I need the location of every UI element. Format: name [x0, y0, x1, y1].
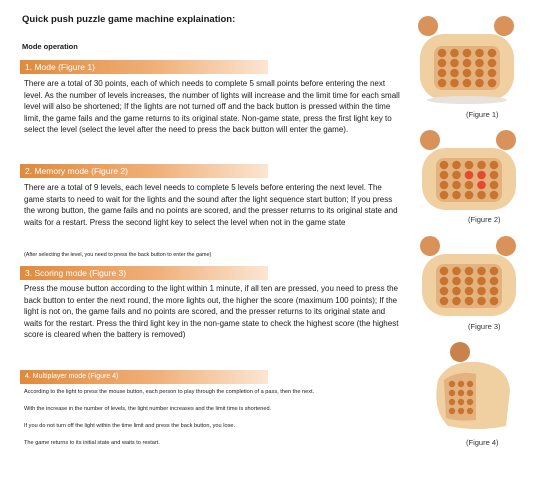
push-button — [463, 69, 472, 78]
push-button — [450, 49, 459, 58]
push-button — [488, 59, 497, 68]
push-button — [475, 49, 484, 58]
push-button — [477, 267, 486, 276]
push-button — [449, 399, 455, 405]
push-button — [477, 191, 486, 200]
multiplayer-line-1: According to the light to press the mouse button, each person to play through the completion of a pass, then the next. — [24, 389, 315, 395]
figure-2-caption: (Figure 2) — [468, 215, 501, 224]
figure-4-caption: (Figure 4) — [466, 438, 499, 447]
push-button — [440, 191, 449, 200]
push-button — [449, 390, 455, 396]
push-button — [477, 181, 486, 190]
push-button — [463, 49, 472, 58]
push-button — [458, 408, 464, 414]
page-title: Quick push puzzle game machine explaination: — [22, 14, 236, 25]
push-button — [488, 49, 497, 58]
push-button — [438, 79, 447, 88]
push-button — [490, 277, 499, 286]
push-button — [458, 390, 464, 396]
push-button — [452, 267, 461, 276]
push-button — [475, 79, 484, 88]
multiplayer-line-4: The game returns to its initial state and waits to restart. — [24, 440, 160, 446]
push-button — [458, 381, 464, 387]
section-note-memory: (After selecting the level, you need to press the back button to enter the game) — [24, 252, 212, 258]
section-header-multiplayer: 4. Multiplayer mode (Figure 4) — [20, 370, 268, 384]
push-button — [477, 297, 486, 306]
push-button — [452, 277, 461, 286]
push-button — [450, 79, 459, 88]
push-button — [490, 171, 499, 180]
push-button — [452, 171, 461, 180]
push-button — [465, 181, 474, 190]
push-button — [463, 79, 472, 88]
figure-4-device-image — [418, 340, 524, 432]
push-button — [475, 59, 484, 68]
push-button — [440, 287, 449, 296]
push-button — [452, 161, 461, 170]
push-button — [477, 171, 486, 180]
push-button — [488, 79, 497, 88]
push-button — [467, 399, 473, 405]
push-button — [490, 297, 499, 306]
figure-1-device-image — [412, 12, 522, 108]
section-text-memory: There are a total of 9 levels, each level needs to complete 5 levels before entering the next level. The game starts to need to wait for the lights and the sound after the light sequence start button; If you press the wrong button, the game fails and no points are scored, and the presser returns to its original state and waits for a restart. Press the second light key to select the level when not in the game state — [24, 183, 398, 227]
figure-1-caption: (Figure 1) — [466, 110, 499, 119]
push-button — [440, 161, 449, 170]
push-button — [465, 277, 474, 286]
push-button — [465, 161, 474, 170]
push-button — [465, 267, 474, 276]
push-button — [463, 59, 472, 68]
multiplayer-line-3: If you do not turn off the light within the time limit and press the back button, you lose. — [24, 423, 236, 429]
multiplayer-line-2: With the increase in the number of levels, the light number increases and the limit time is shortened. — [24, 406, 272, 412]
push-button — [440, 267, 449, 276]
push-button — [438, 69, 447, 78]
push-button — [490, 181, 499, 190]
push-button — [450, 59, 459, 68]
push-button — [490, 287, 499, 296]
push-button — [452, 181, 461, 190]
push-button — [452, 287, 461, 296]
push-button — [465, 171, 474, 180]
push-button — [475, 69, 484, 78]
push-button — [438, 49, 447, 58]
push-button — [490, 191, 499, 200]
push-button — [452, 297, 461, 306]
section-header-scoring: 3. Scoring mode (Figure 3) — [20, 266, 268, 280]
push-button — [465, 191, 474, 200]
push-button — [440, 297, 449, 306]
push-button — [490, 161, 499, 170]
figure-3-device-image — [414, 232, 524, 324]
push-button — [465, 287, 474, 296]
push-button — [488, 69, 497, 78]
push-button — [467, 408, 473, 414]
push-button — [440, 171, 449, 180]
push-button — [477, 277, 486, 286]
push-button — [477, 287, 486, 296]
figure-2-device-image — [414, 126, 524, 218]
push-button — [467, 381, 473, 387]
section-text-mode: There are a total of 30 points, each of which needs to complete 5 small points before entering the next level. As the number of levels increases, the number of lights will increase and the limit time for each small level will also be shortened; If the lights are not turned off and the back button is pressed within the time limit, the game fails and the game returns to its original state. Non-game state, press the first light key to select the level (select the level after the need to press the back button will enter the game). — [24, 79, 400, 135]
push-button — [465, 297, 474, 306]
push-button — [449, 408, 455, 414]
push-button — [477, 161, 486, 170]
push-button — [440, 277, 449, 286]
section-text-scoring: Press the mouse button according to the light within 1 minute, if all ten are pressed, you need to press the back button to enter the next round, the more lights out, the higher the score (maximum 100 points); If the light is not on, the game fails and no points are scored, and the presser returns to its original state and waits for the restart. Press the third light key in the non-game state to check the highest score (the highest score is cleared when the battery is removed) — [24, 284, 399, 340]
push-button — [467, 390, 473, 396]
push-button — [490, 267, 499, 276]
push-button — [452, 191, 461, 200]
section-header-mode: 1. Mode (Figure 1) — [20, 60, 268, 74]
section-header-memory: 2. Memory mode (Figure 2) — [20, 164, 268, 178]
mode-operation-heading: Mode operation — [22, 42, 78, 51]
push-button — [440, 181, 449, 190]
push-button — [450, 69, 459, 78]
figure-3-caption: (Figure 3) — [468, 322, 501, 331]
push-button — [438, 59, 447, 68]
push-button — [458, 399, 464, 405]
push-button — [449, 381, 455, 387]
